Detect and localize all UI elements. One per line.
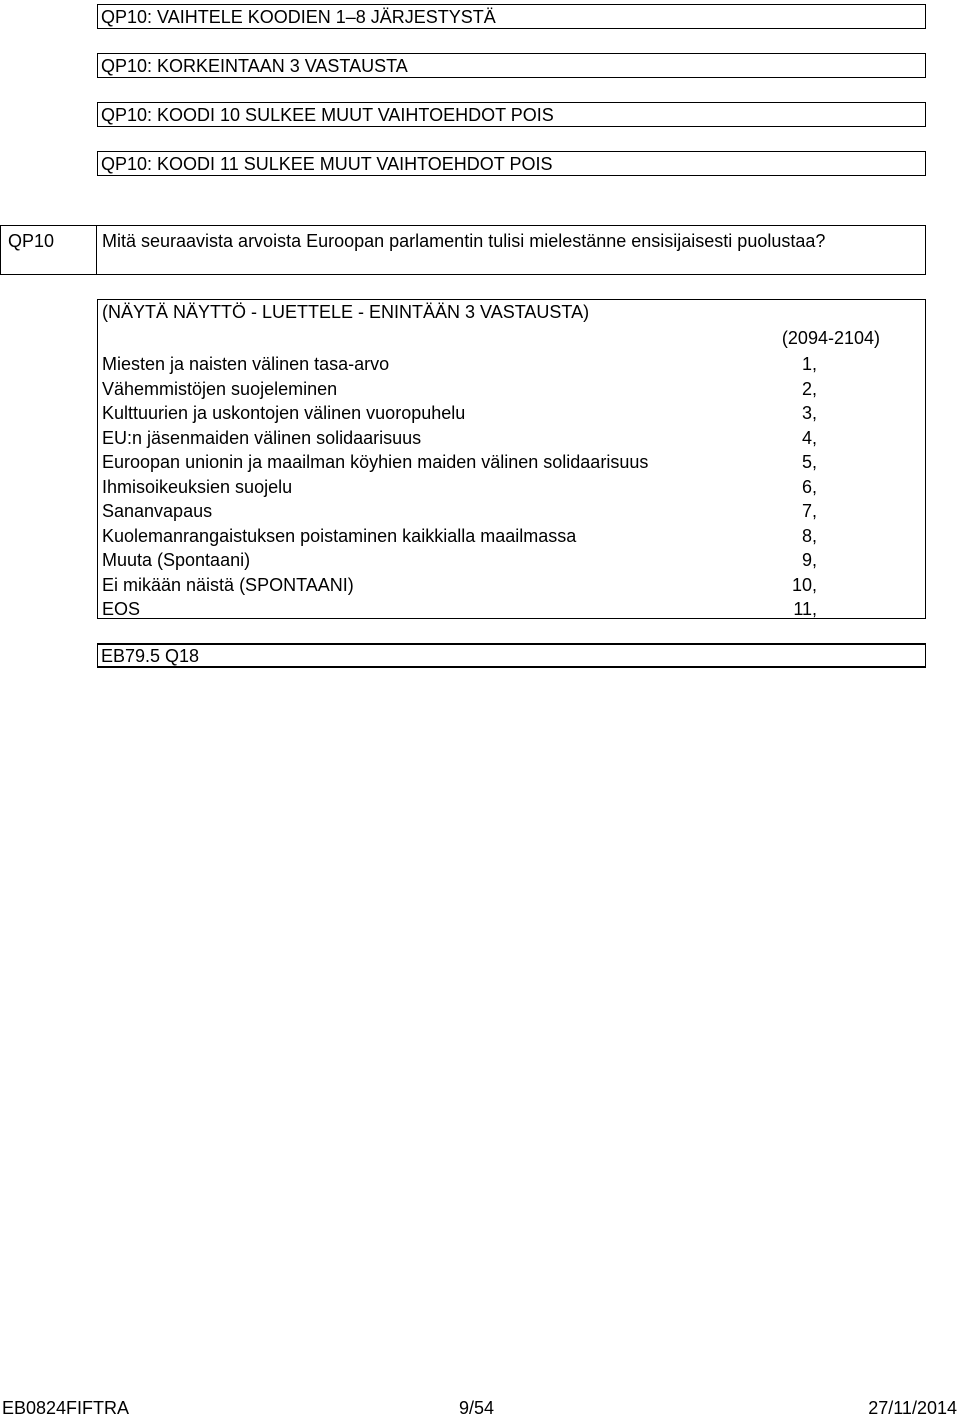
instruction-code-11-exclusive: QP10: KOODI 11 SULKEE MUUT VAIHTOEHDOT POIS (97, 151, 926, 176)
footer-page-number: 9/54 (459, 1398, 495, 1418)
instruction-code-10-exclusive: QP10: KOODI 10 SULKEE MUUT VAIHTOEHDOT POIS (97, 102, 926, 127)
interviewer-directive: (NÄYTÄ NÄYTTÖ - LUETTELE - ENINTÄÄN 3 VASTAUSTA) (102, 302, 590, 322)
answer-option-label: Euroopan unionin ja maailman köyhien maiden välinen solidaarisuus (102, 452, 649, 472)
answer-option (102, 524, 925, 549)
source-reference: EB79.5 Q18 (97, 643, 926, 668)
answer-option-code: 1, (801, 354, 817, 374)
answer-option (102, 548, 925, 573)
answer-option (102, 573, 925, 598)
answer-option-label: Kulttuurien ja uskontojen välinen vuoropuhelu (102, 403, 466, 423)
answer-option-code: 10, (791, 574, 817, 595)
answer-option-code: 4, (801, 427, 817, 448)
answer-option (102, 450, 925, 475)
answer-option (102, 426, 925, 451)
answer-option-code: 8, (801, 525, 817, 546)
answer-options-block (97, 299, 926, 619)
answer-option-label: Ei mikään näistä (SPONTAANI) (102, 574, 354, 595)
question-code: QP10 (0, 225, 97, 275)
answer-option-label: Sananvapaus (102, 501, 213, 521)
footer-document-id: EB0824FIFTRA (2, 1398, 130, 1418)
answer-option-label: Kuolemanrangaistuksen poistaminen kaikkialla maailmassa (102, 525, 577, 546)
column-range: (2094-2104) (781, 328, 880, 348)
answer-option-label: Ihmisoikeuksien suojelu (102, 476, 293, 497)
answer-option-code: 7, (801, 501, 817, 521)
answer-option-code: 6, (801, 476, 817, 497)
answer-option-label: EU:n jäsenmaiden välinen solidaarisuus (102, 427, 422, 448)
answer-option (102, 352, 925, 377)
answer-option (102, 597, 925, 622)
answer-option-code: 5, (801, 452, 817, 472)
answer-option-code: 3, (801, 403, 817, 423)
answer-option-label: Vähemmistöjen suojeleminen (102, 378, 338, 399)
answer-option (102, 499, 925, 524)
instruction-rotate: QP10: VAIHTELE KOODIEN 1–8 JÄRJESTYSTÄ (97, 4, 926, 29)
answer-option-label: EOS (102, 599, 141, 619)
answer-option-label: Miesten ja naisten välinen tasa-arvo (102, 354, 390, 374)
answer-option-label: Muuta (Spontaani) (102, 550, 251, 570)
answer-option-code: 2, (801, 378, 817, 399)
answer-option-code: 9, (801, 550, 817, 570)
footer-date: 27/11/2014 (868, 1398, 957, 1418)
answer-option (102, 377, 925, 402)
question-text: Mitä seuraavista arvoista Euroopan parlamentin tulisi mielestänne ensisijaisesti puolustaa? (96, 225, 926, 275)
answer-option-list (102, 352, 925, 622)
answer-option-code: 11, (793, 599, 817, 619)
answer-option (102, 475, 925, 500)
instruction-max-answers: QP10: KORKEINTAAN 3 VASTAUSTA (97, 53, 926, 78)
answer-option (102, 401, 925, 426)
